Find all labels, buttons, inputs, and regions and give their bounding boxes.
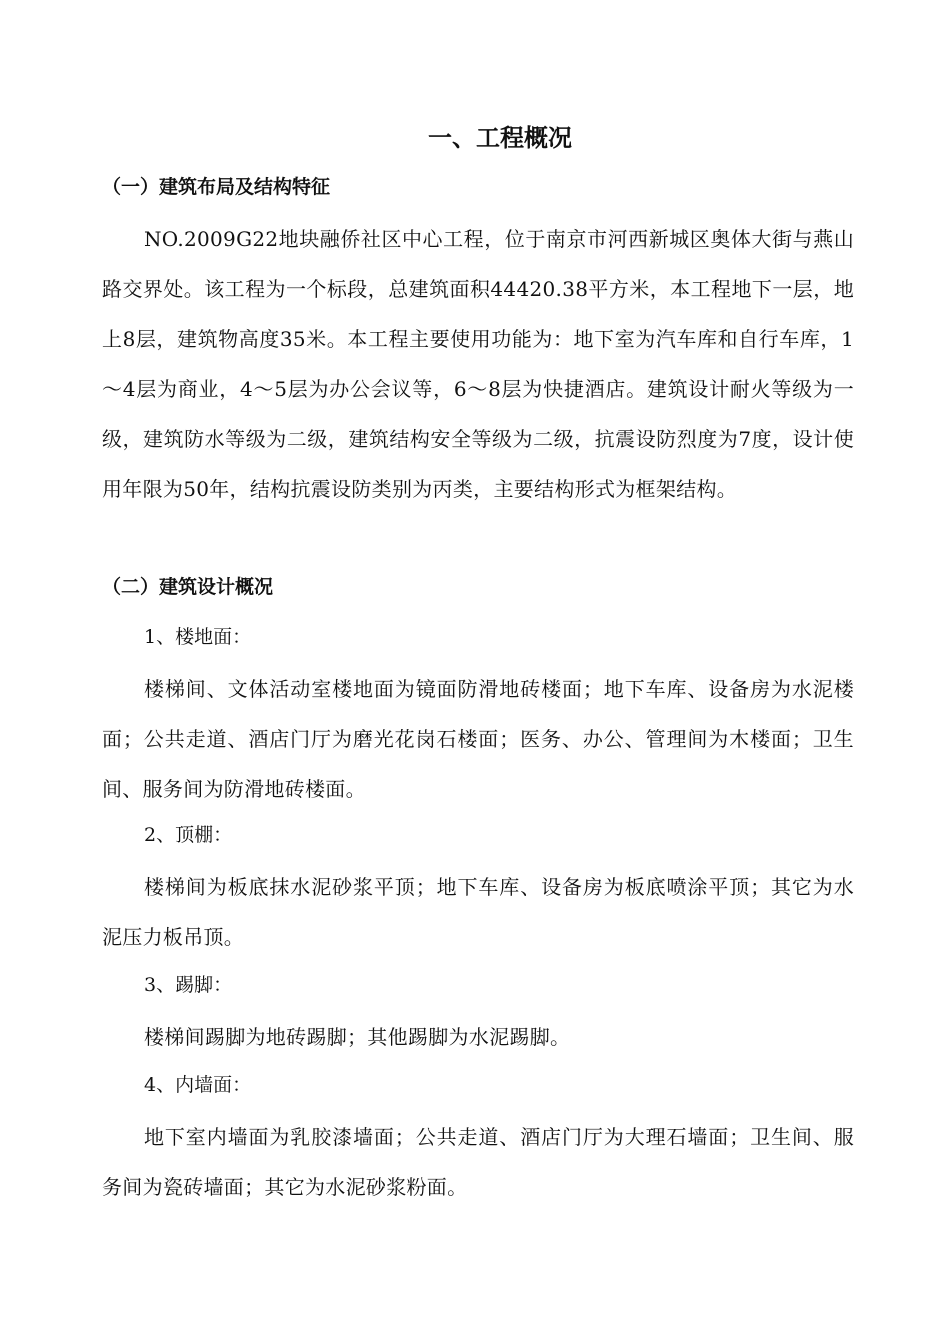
section-heading-layout: （一）建筑布局及结构特征: [102, 176, 331, 198]
item-text-skirting: 楼梯间踢脚为地砖踢脚；其他踢脚为水泥踢脚。: [144, 1025, 571, 1049]
page-title: 一、工程概况: [428, 124, 572, 152]
paragraph-layout-structure: NO.2009G22地块融侨社区中心工程，位于南京市河西新城区奥体大街与燕山路交界处。该工程为一个标段，总建筑面积44420.38平方米，本工程地下一层，地上8层，建筑物高度35米。本工程主要使用功能为：地下室为汽车库和自行车库，1～4层为商业，4～5层为办公会议等，6～8层为快捷酒店。建筑设计耐火等级为一级，建筑防水等级为二级，建筑结构安全等级为二级，抗震设防烈度为7度，设计使用年限为50年，结构抗震设防类别为丙类，主要结构形式为框架结构。: [102, 227, 854, 501]
item-text-ceiling: 楼梯间为板底抹水泥砂浆平顶；地下车库、设备房为板底喷涂平顶；其它为水泥压力板吊顶。: [102, 875, 854, 949]
item-label-interior-wall: 4、内墙面：: [144, 1074, 252, 1096]
item-text-interior-wall: 地下室内墙面为乳胶漆墙面；公共走道、酒店门厅为大理石墙面；卫生间、服务间为瓷砖墙面；其它为水泥砂浆粉面。: [102, 1125, 854, 1199]
item-text-floor: 楼梯间、文体活动室楼地面为镜面防滑地砖楼面；地下车库、设备房为水泥楼面；公共走道、酒店门厅为磨光花岗石楼面；医务、办公、管理间为木楼面；卫生间、服务间为防滑地砖楼面。: [102, 677, 854, 801]
item-label-ceiling: 2、顶棚：: [144, 824, 233, 846]
section-heading-design: （二）建筑设计概况: [102, 576, 274, 598]
item-label-skirting: 3、踢脚：: [144, 974, 233, 996]
item-label-floor: 1、楼地面：: [144, 626, 252, 648]
